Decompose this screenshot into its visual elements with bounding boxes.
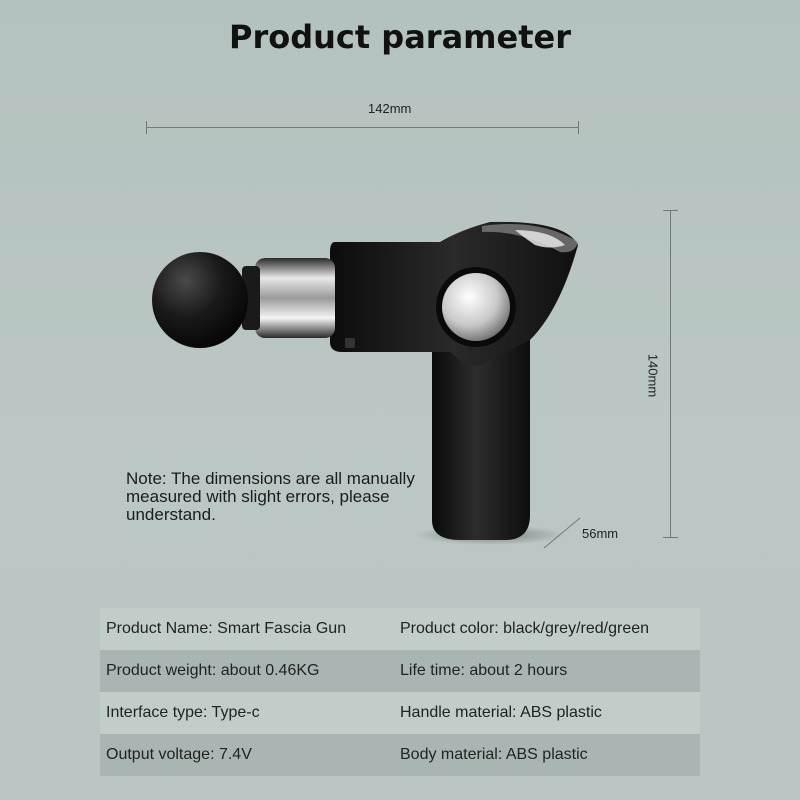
- note-text: Note: The dimensions are all manually measured with slight errors, please understand.: [126, 469, 415, 524]
- param-handle-material: Handle material: ABS plastic: [400, 704, 602, 721]
- param-product-weight: Product weight: about 0.46KG: [106, 662, 320, 679]
- param-output-voltage: Output voltage: 7.4V: [106, 746, 252, 763]
- param-life-time: Life time: about 2 hours: [400, 662, 568, 679]
- height-label: 140mm: [645, 353, 661, 398]
- parameter-table: [100, 608, 700, 776]
- table-row: [100, 608, 700, 650]
- depth-label: 56mm: [582, 526, 619, 541]
- param-interface-type: Interface type: Type-c: [106, 704, 260, 721]
- massage-gun-image: [120, 190, 600, 560]
- page-title: Product parameter: [228, 18, 571, 56]
- table-row: [100, 734, 700, 776]
- width-label: 142mm: [368, 101, 412, 116]
- param-product-color: Product color: black/grey/red/green: [400, 620, 650, 637]
- table-row: [100, 692, 700, 734]
- param-product-name: Product Name: Smart Fascia Gun: [106, 620, 347, 637]
- table-row: [100, 650, 700, 692]
- param-body-material: Body material: ABS plastic: [400, 746, 588, 763]
